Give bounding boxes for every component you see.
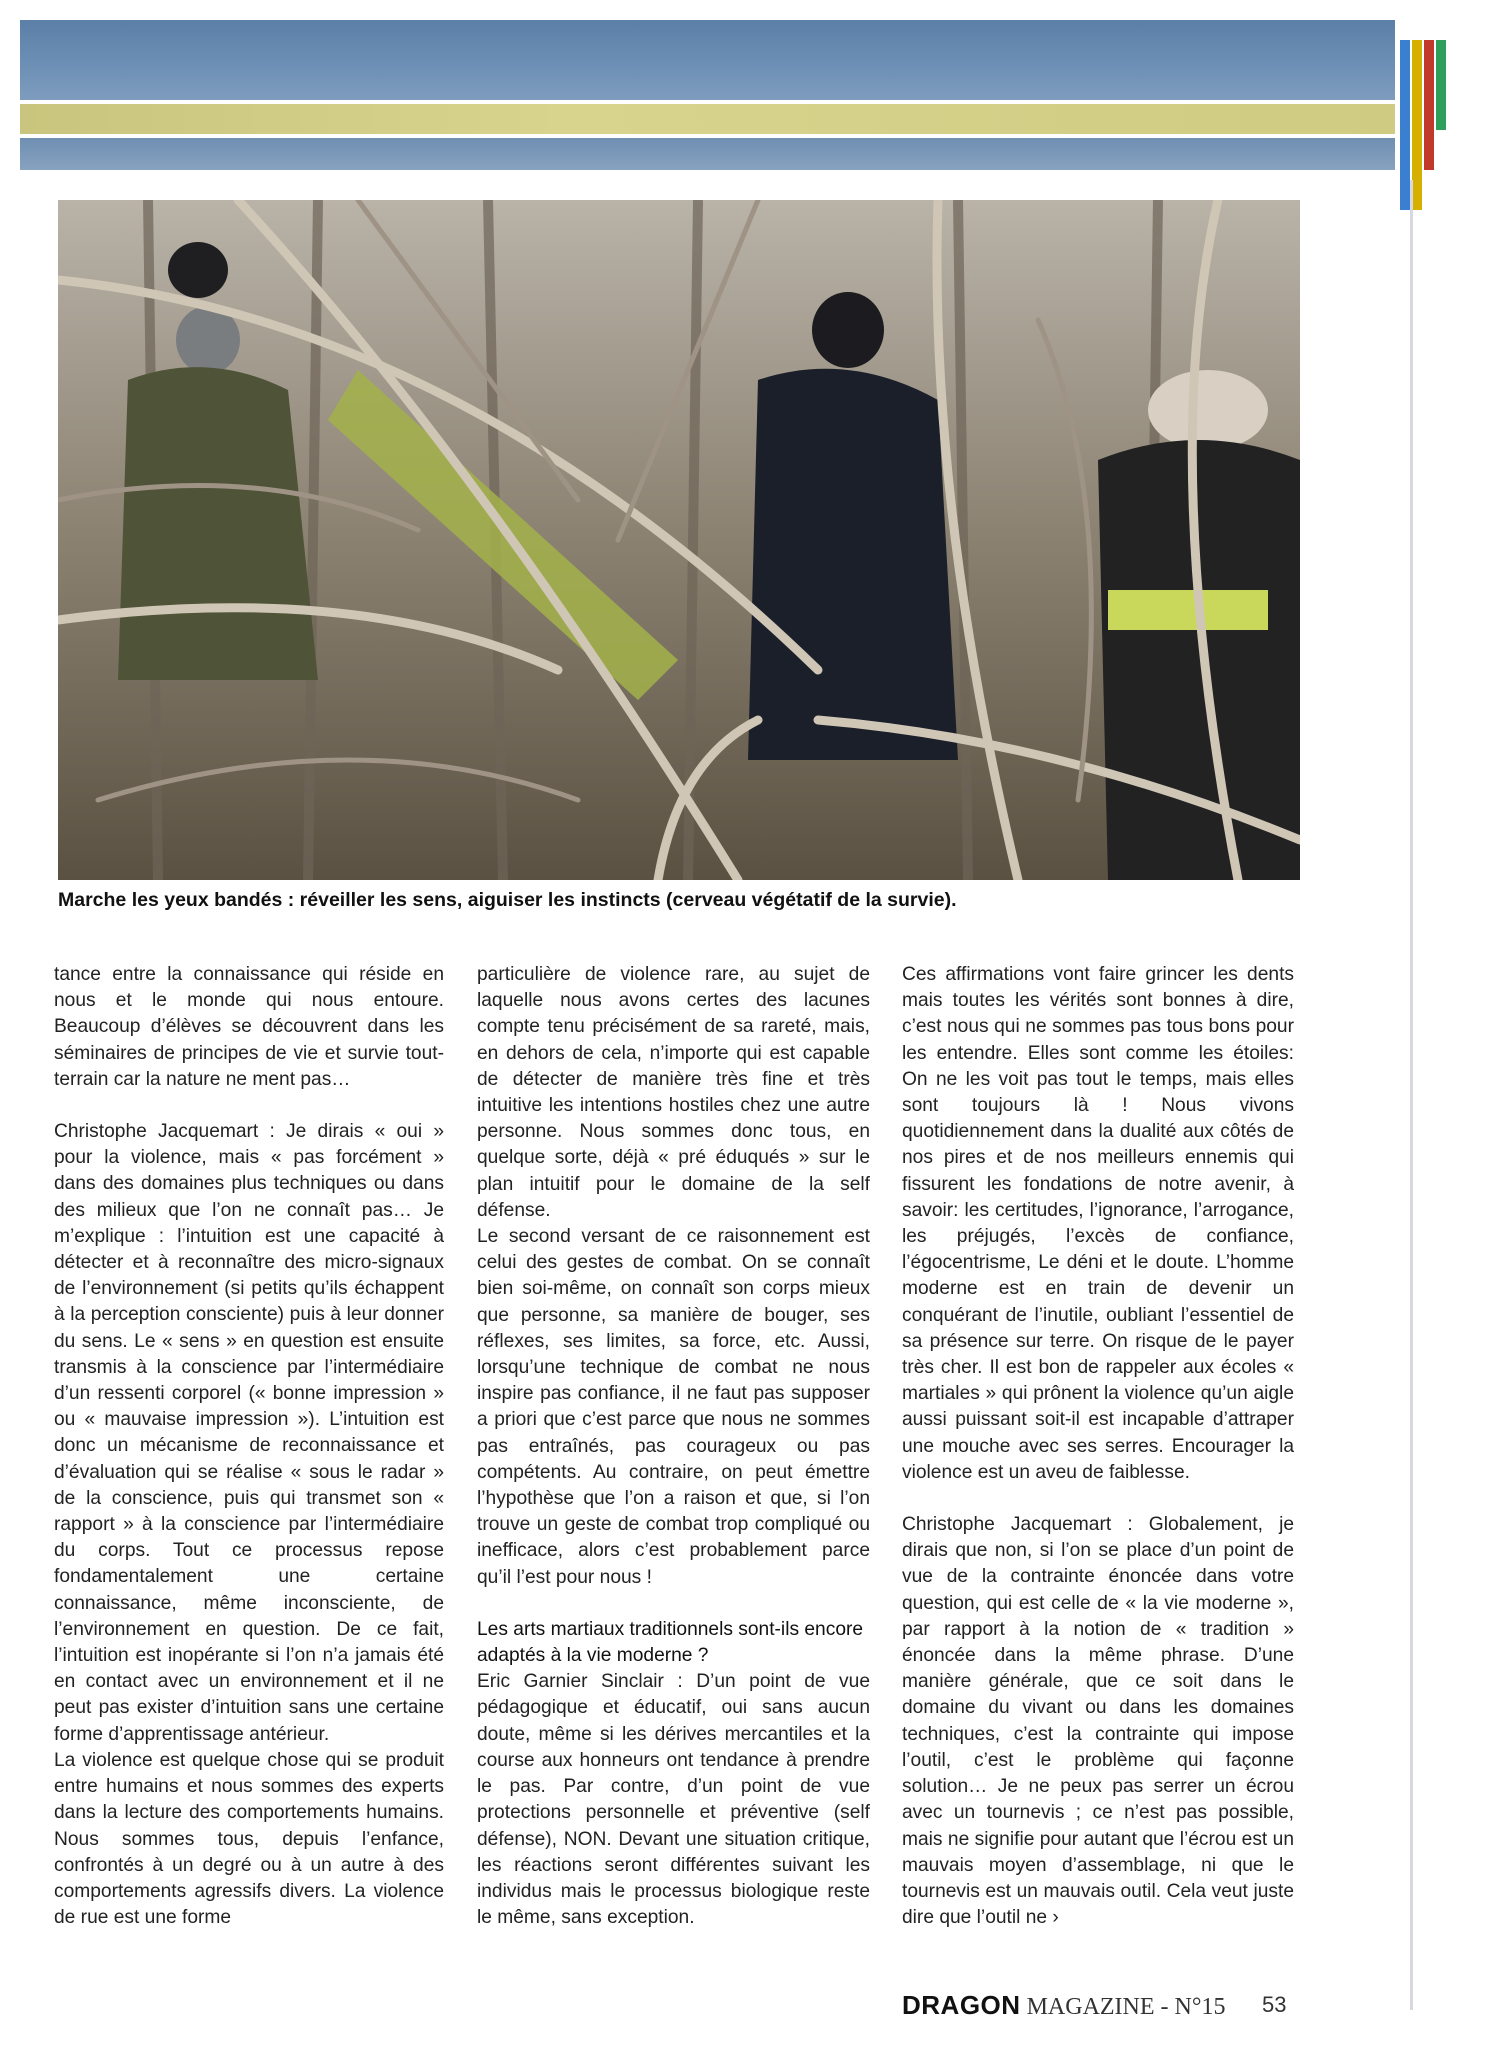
section-tab-yellow bbox=[1412, 40, 1422, 210]
page-footer bbox=[902, 1987, 1302, 2023]
magazine-brand: DRAGON bbox=[902, 1990, 1021, 2020]
paragraph: Christophe Jacquemart : Je dirais « oui » pour la violence, mais « pas forcément » dans des domaines plus techniques ou dans des milieux que l’on ne connaît pas… Je m’explique : l’intuition est une capacité à détecter et à reconnaître des micro-signaux de l’environnement (si petits qu’ils échappent à la perception consciente) puis à leur donner du sens. Le « sens » en question est ensuite transmis à la conscience par l’intermédiaire d’un ressenti corporel (« bonne impression » ou « mauvaise impression »). L’intuition est donc un mécanisme de reconnaissance et d’évaluation qui se réalise « sous le radar » de la conscience, puis qui transmet son « rapport » à la conscience par l’intermédiaire du corps. Tout ce processus repose fondamentalement une certaine connaissance, même inconsciente, de l’environnement en question. De ce fait, l’intuition est inopérante si l’on n’a jamais été en contact avec un environnement et il ne peut pas exister d’intuition sans une certaine forme d’apprentissage antérieur. bbox=[54, 1121, 444, 1745]
section-tab-blue bbox=[1400, 40, 1410, 210]
section-color-tabs bbox=[1400, 40, 1460, 240]
header-band-yellow bbox=[20, 104, 1395, 134]
header-band-blue bbox=[20, 20, 1395, 100]
text-column-1 bbox=[54, 962, 444, 1931]
text-column-3 bbox=[902, 962, 1294, 1931]
forest-photo-illustration bbox=[58, 200, 1300, 880]
paragraph: Ces affirmations vont faire grincer les dents mais toutes les vérités sont bonnes à dire, c’est nous qui ne sommes pas tous bons pour les entendre. Elles sont comme les étoiles: On ne les voit pas tout le temps, mais elles sont toujours là ! Nous vivons quotidiennement dans la dualité aux côtés de nos pires et de nos meilleurs ennemis qui fissurent les fondations de notre avenir, à savoir: les certitudes, l’ignorance, l’arrogance, les préjugés, l’excès de confiance, l’égocentrisme, Le déni et le doute. L’homme moderne est en train de devenir un conquérant de l’inutile, oubliant l’essentiel de sa présence sur terre. On risque de le payer très cher. Il est bon de rappeler aux écoles « martiales » qui prônent la violence qu’un aigle aussi puissant soit-il est incapable d’attraper une mouche avec ses serres. Encourager la violence est un aveu de faiblesse. bbox=[902, 964, 1294, 1483]
paragraph: Eric Garnier Sinclair : D’un point de vue pédagogique et éducatif, oui sans aucun doute, même si les dérives mercantiles et la course aux honneurs ont tendance à prendre le pas. Par contre, d’un point de vue protections personnelle et préventive (self défense), NON. Devant une situation critique, les réactions seront différentes suivant les individus mais le processus biologique reste le même, sans exception. bbox=[477, 1671, 870, 1929]
header-band-blue-lower bbox=[20, 138, 1395, 170]
header-color-band bbox=[20, 20, 1395, 170]
page-number: 53 bbox=[1262, 1992, 1287, 2017]
paragraph: La violence est quelque chose qui se produit entre humains et nous sommes des experts dans la lecture des comportements humains. Nous sommes tous, depuis l’enfance, confrontés à un degré ou à un autre à des comportements agressifs divers. La violence de rue est une forme bbox=[54, 1749, 444, 1929]
page-edge-line bbox=[1410, 180, 1413, 2010]
paragraph: particulière de violence rare, au sujet de laquelle nous avons certes des lacunes compte tenu précisément de sa rareté, mais, en dehors de cela, n’importe qui est capable de détecter de manière très fine et très intuitive les intentions hostiles chez une autre personne. Nous sommes donc tous, en quelque sorte, déjà « pré éduqués » sur le plan intuitif pour le domaine de la self défense. bbox=[477, 964, 870, 1221]
photo-caption: Marche les yeux bandés : réveiller les sens, aiguiser les instincts (cerveau végétatif de la survie). bbox=[58, 889, 957, 911]
magazine-issue: MAGAZINE - N°15 bbox=[1020, 1994, 1226, 2020]
paragraph: Le second versant de ce raisonnement est celui des gestes de combat. On se connaît bien soi-même, on connaît son corps mieux que personne, sa manière de bouger, ses réflexes, ses limites, sa force, etc. Aussi, lorsqu’une technique de combat ne nous inspire pas confiance, il ne faut pas supposer a priori que c’est parce que nous ne sommes pas entraînés, pas courageux ou pas compétents. Au contraire, on peut émettre l’hypothèse que l’on a raison et que, si l’on trouve un geste de combat trop compliqué ou inefficace, alors c’est probablement parce qu’il l’est pour nous ! bbox=[477, 1226, 870, 1588]
text-column-2 bbox=[477, 962, 870, 1931]
paragraph: tance entre la connaissance qui réside en nous et le monde qui nous entoure. Beaucoup d’élèves se découvrent dans les séminaires de principes de vie et survie tout-terrain car la nature ne ment pas… bbox=[54, 964, 444, 1090]
section-tab-red bbox=[1424, 40, 1434, 170]
paragraph: Christophe Jacquemart : Globalement, je dirais que non, si l’on se place d’un point de vue de la contrainte énoncée dans votre question, qui est celle de « la vie moderne », par rapport à la notion de « tradition » énoncée dans la même phrase. D’une manière générale, que ce soit dans le domaine du vivant ou dans les domaines techniques, c’est la contrainte qui impose l’outil, c’est le problème qui façonne solution… Je ne peux pas serrer un écrou avec un tournevis ; ce n’est pas possible, mais ne signifie pour autant que l’écrou est un mauvais moyen d’assemblage, ni que le tournevis est un mauvais outil. Cela veut juste dire que l’outil ne › bbox=[902, 1514, 1294, 1929]
section-tab-green bbox=[1436, 40, 1446, 130]
interview-question: Les arts martiaux traditionnels sont-ils encore adaptés à la vie moderne ? bbox=[477, 1618, 864, 1667]
article-photo bbox=[58, 200, 1300, 880]
